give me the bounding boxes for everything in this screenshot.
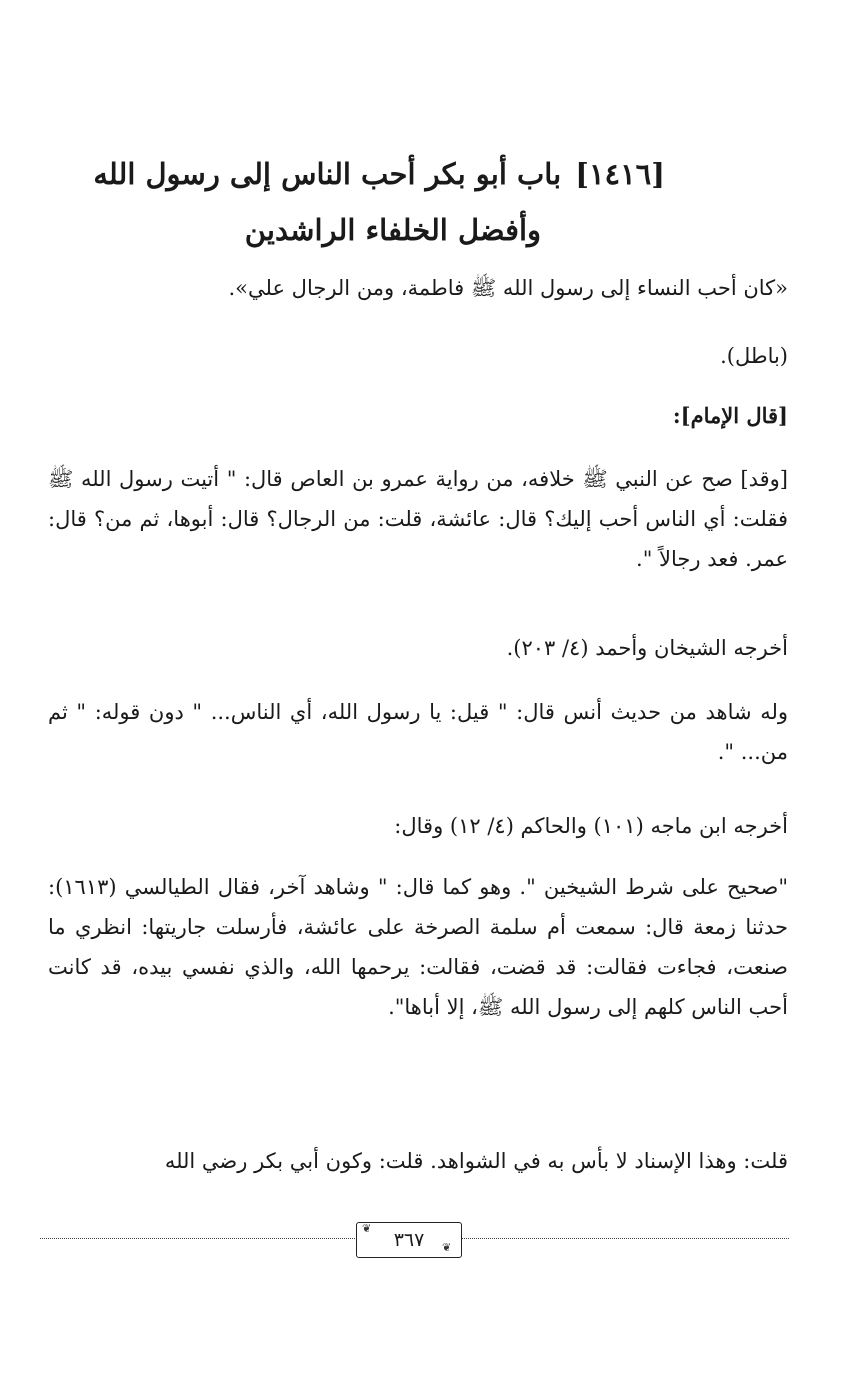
paragraph-anas-witness: وله شاهد من حديث أنس قال: " قيل: يا رسول الله، أي الناس... " دون قوله: " ثم من... ".: [48, 700, 788, 764]
page-number: ٣٦٧: [393, 1229, 425, 1251]
chapter-number: [١٤١٦]: [575, 157, 665, 191]
ornament-icon: ❦: [362, 1222, 372, 1235]
paragraph-tayalisi: "صحيح على شرط الشيخين ". وهو كما قال: " وشاهد آخر، فقال الطيالسي (١٦١٣): حدثنا زمعة قال: سمعت أم سلمة الصرخة على عائشة، فأرسلت جاريتها: انظري ما صنعت، فجاءت فقالت: قد قضت، فقالت: يرحمها الله، والذي نفسي بيده، قد كانت أحب الناس كلهم إلى رسول الله ﷺ، إلا أباها".: [48, 875, 788, 1019]
paragraph-hadith-quote: «كان أحب النساء إلى رسول الله ﷺ فاطمة، ومن الرجال علي».: [228, 276, 788, 300]
paragraph-conclusion: قلت: وهذا الإسناد لا بأس به في الشواهد. قلت: وكون أبي بكر رضي الله: [164, 1149, 788, 1173]
chapter-title: [65, 146, 665, 258]
paragraph-takhrij-2: أخرجه ابن ماجه (١٠١) والحاكم (٤/ ١٢) وقال:: [394, 814, 788, 838]
ornament-icon: ❦: [442, 1241, 452, 1254]
paragraph-verdict: (باطل).: [720, 344, 788, 368]
chapter-title-line2: وأفضل الخلفاء الراشدين: [244, 213, 541, 247]
paragraph-imam-heading: [قال الإمام]:: [672, 403, 788, 428]
paragraph-takhrij-1: أخرجه الشيخان وأحمد (٤/ ٢٠٣).: [506, 636, 788, 660]
chapter-title-line1: باب أبو بكر أحب الناس إلى رسول الله: [93, 157, 562, 191]
paragraph-amr-narration: [وقد] صح عن النبي ﷺ خلافه، من رواية عمرو بن العاص قال: " أتيت رسول الله ﷺ فقلت: أي الناس أحب إليك؟ قال: عائشة، قلت: من الرجال؟ قال: أبوها، ثم من؟ قال: عمر. فعد رجالاً ".: [48, 467, 788, 571]
